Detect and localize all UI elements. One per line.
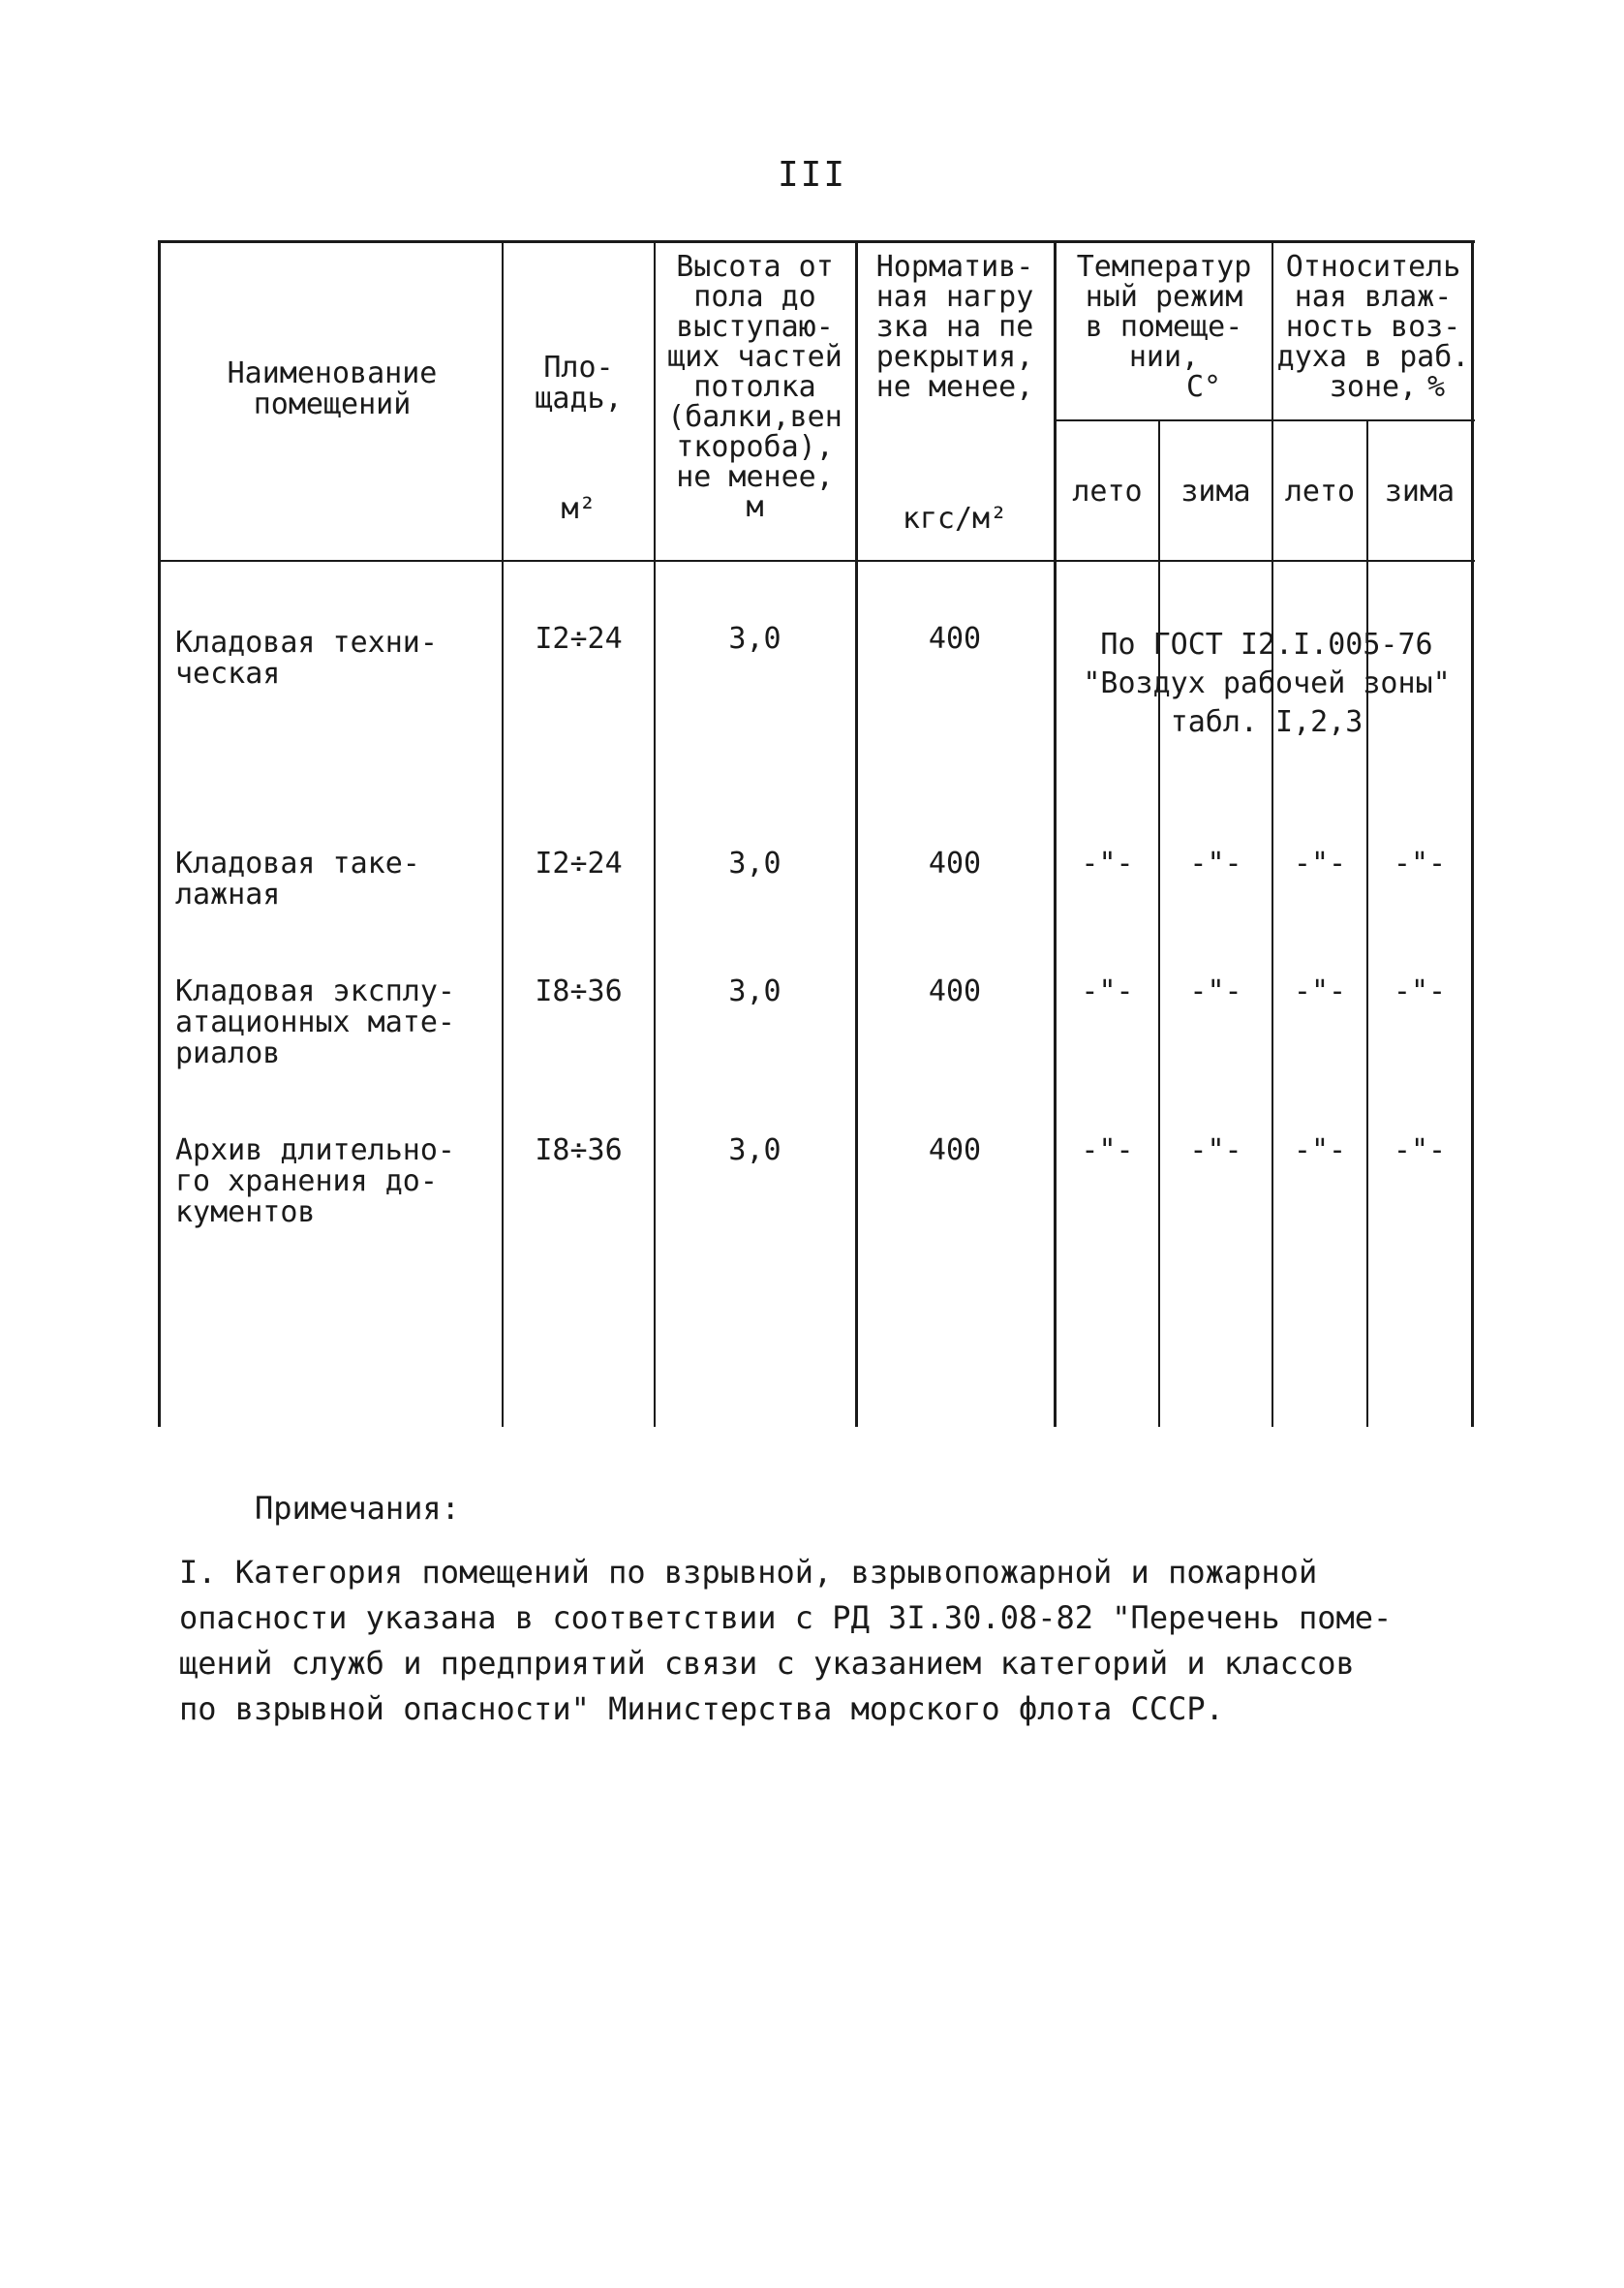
header-temp-winter: зима <box>1180 475 1251 509</box>
row-4-temp-summer: -"- <box>1081 1133 1134 1167</box>
header-bottom-border <box>158 560 1475 562</box>
row-4-height: 3,0 <box>728 1133 781 1167</box>
row-1-name: Кладовая техни- ческая <box>175 626 438 691</box>
row-3-temp-winter: -"- <box>1189 974 1242 1008</box>
header-humidity-unit: % <box>1426 370 1446 404</box>
row-1-area: I2÷24 <box>535 622 623 656</box>
row-1-reference: По ГОСТ I2.I.005-76 "Воздух рабочей зоны" табл. I,2,3 <box>1083 628 1451 739</box>
row-2-name: Кладовая таке- лажная <box>175 847 420 912</box>
col-divider-humidity <box>1272 240 1273 1427</box>
row-2-area: I2÷24 <box>535 847 623 881</box>
header-load-unit: кгс/м² <box>902 502 1008 536</box>
row-3-name: Кладовая эксплу- атационных мате- риалов <box>175 974 455 1070</box>
row-2-load: 400 <box>928 847 982 881</box>
row-3-height: 3,0 <box>728 974 781 1008</box>
row-2-humidity-summer: -"- <box>1293 847 1347 881</box>
row-1-load: 400 <box>928 622 982 656</box>
col-divider-load <box>855 240 858 1427</box>
col-divider-humidity-sub <box>1366 421 1368 1427</box>
row-3-temp-summer: -"- <box>1081 974 1134 1008</box>
col-divider-temp <box>1054 240 1057 1427</box>
col-divider-area <box>502 240 504 1427</box>
header-area: Пло- щадь, <box>535 351 623 416</box>
col-divider-temp-sub <box>1158 421 1160 1427</box>
header-name: Наименование помещений <box>227 356 438 421</box>
row-2-temp-winter: -"- <box>1189 847 1242 881</box>
col-divider-height <box>654 240 656 1427</box>
row-1-height: 3,0 <box>728 622 781 656</box>
note-1: I. Категория помещений по взрывной, взрывопожарной и пожарной опасности указана в соответствии с РД 3I.30.08-82 "Перечень поме- щений служб и предприятий связи с указанием категорий и классов по взрывной опасности" Министерства морского флота СССР. <box>179 1554 1393 1727</box>
row-4-load: 400 <box>928 1133 982 1167</box>
row-3-load: 400 <box>928 974 982 1008</box>
rooms-table <box>158 240 1475 1427</box>
subheader-divider <box>1054 419 1475 421</box>
row-2-temp-summer: -"- <box>1081 847 1134 881</box>
page-number: III <box>777 155 847 195</box>
row-4-humidity-summer: -"- <box>1293 1133 1347 1167</box>
table-right-border <box>1471 240 1474 1427</box>
row-4-name: Архив длительно- го хранения до- кументов <box>175 1133 455 1229</box>
row-2-humidity-winter: -"- <box>1393 847 1447 881</box>
header-humidity-winter: зима <box>1384 475 1455 509</box>
row-3-area: I8÷36 <box>535 974 623 1008</box>
table-left-border <box>158 240 161 1427</box>
header-area-unit: м² <box>561 492 597 526</box>
header-temp: Температур ный режим в помеще- нии, <box>1076 250 1252 374</box>
header-temp-summer: лето <box>1072 475 1143 509</box>
header-humidity-summer: лето <box>1284 475 1356 509</box>
row-4-humidity-winter: -"- <box>1393 1133 1447 1167</box>
header-temp-unit: C° <box>1185 370 1222 404</box>
row-2-height: 3,0 <box>728 847 781 881</box>
notes-title: Примечания: <box>255 1490 460 1527</box>
header-load: Норматив- ная нагру зка на пе рекрытия, не менее, <box>875 250 1034 404</box>
header-humidity: Относитель ная влаж- ность воз- духа в раб. зоне, <box>1276 250 1470 404</box>
table-top-border <box>158 240 1475 243</box>
header-height: Высота от пола до выступаю- щих частей потолка (балки,вен ткороба), не менее, м <box>667 250 843 524</box>
row-3-humidity-winter: -"- <box>1393 974 1447 1008</box>
row-3-humidity-summer: -"- <box>1293 974 1347 1008</box>
row-4-area: I8÷36 <box>535 1133 623 1167</box>
row-4-temp-winter: -"- <box>1189 1133 1242 1167</box>
